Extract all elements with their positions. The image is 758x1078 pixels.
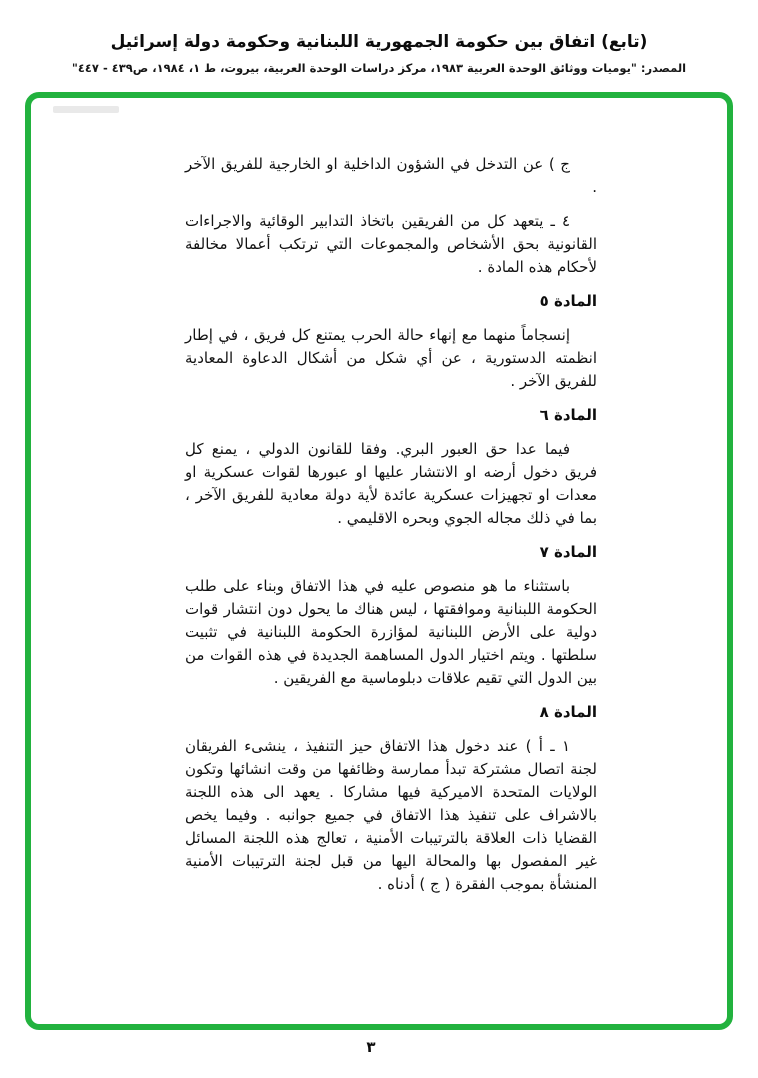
article-heading: المادة ٧	[539, 543, 597, 561]
document-title: (تابع) اتفاق بين حكومة الجمهورية اللبنانية وحكومة دولة إسرائيل	[110, 32, 648, 52]
body-paragraph: فيما عدا حق العبور البري. وفقا للقانون الدولي ، يمنع كل فريق دخول أرضه او الانتشار عليها او عبورها لقوات عسكرية او معدات او تجهيزات عسكرية عائدة لأية دولة معادية للفريق الآخر ، بما في ذلك مجاله الجوي وبحره الاقليمي .	[185, 440, 597, 527]
body-paragraph: ١ ـ أ ) عند دخول هذا الاتفاق حيز التنفيذ ، ينشىء الفريقان لجنة اتصال مشتركة تبدأ ممارسة وظائفها من وقت انشائها وتكون الولايات المتحدة الاميركية فيها مشاركا . يعهد الى هذه اللجنة بالاشراف على تنفيذ هذا الاتفاق في جميع جوانبه . وفيما يخص القضايا ذات العلاقة بالترتيبات الأمنية ، تعالج هذه اللجنة المسائل غير المفصول بها والمحالة اليها من قبل لجنة الترتيبات الأمنية المنشأة بموجب الفقرة ( ج ) أدناه .	[185, 737, 597, 893]
body-paragraph: ج ) عن التدخل في الشؤون الداخلية او الخارجية للفريق الآخر .	[185, 155, 597, 196]
body-paragraph: باستثناء ما هو منصوص عليه في هذا الاتفاق وبناء على طلب الحكومة اللبنانية وموافقتها ، ليس هناك ما يحول دون انتشار قوات دولية على الأرض اللبنانية لمؤازرة الحكومة اللبنانية في تثبيت سلطتها . ويتم اختيار الدول المساهمة الجديدة في هذه القوات من بين الدول التي تقيم علاقات دبلوماسية مع الفريقين .	[185, 577, 597, 687]
article-heading: المادة ٥	[539, 292, 597, 310]
source-citation: المصدر: "يوميات ووثائق الوحدة العربية ١٩٨٣، مركز دراسات الوحدة العربية، بيروت، ط ١، ١٩٨٤، ص٤٣٩ - ٤٤٧"	[71, 61, 687, 75]
page-number: ٣	[366, 1038, 376, 1056]
article-content	[185, 153, 597, 907]
content-border-frame	[25, 92, 733, 1030]
scan-artifact	[53, 106, 119, 113]
article-heading: المادة ٦	[539, 406, 597, 424]
body-paragraph: إنسجاماً منهما مع إنهاء حالة الحرب يمتنع كل فريق ، في إطار انظمته الدستورية ، عن أي شكل من أشكال الدعاوة المعادية للفريق الآخر .	[185, 326, 597, 390]
body-paragraph: ٤ ـ يتعهد كل من الفريقين باتخاذ التدابير الوقائية والاجراءات القانونية بحق الأشخاص والمجموعات التي ترتكب أعمالا مخالفة لأحكام هذه المادة .	[185, 212, 597, 276]
article-heading: المادة ٨	[539, 703, 597, 721]
